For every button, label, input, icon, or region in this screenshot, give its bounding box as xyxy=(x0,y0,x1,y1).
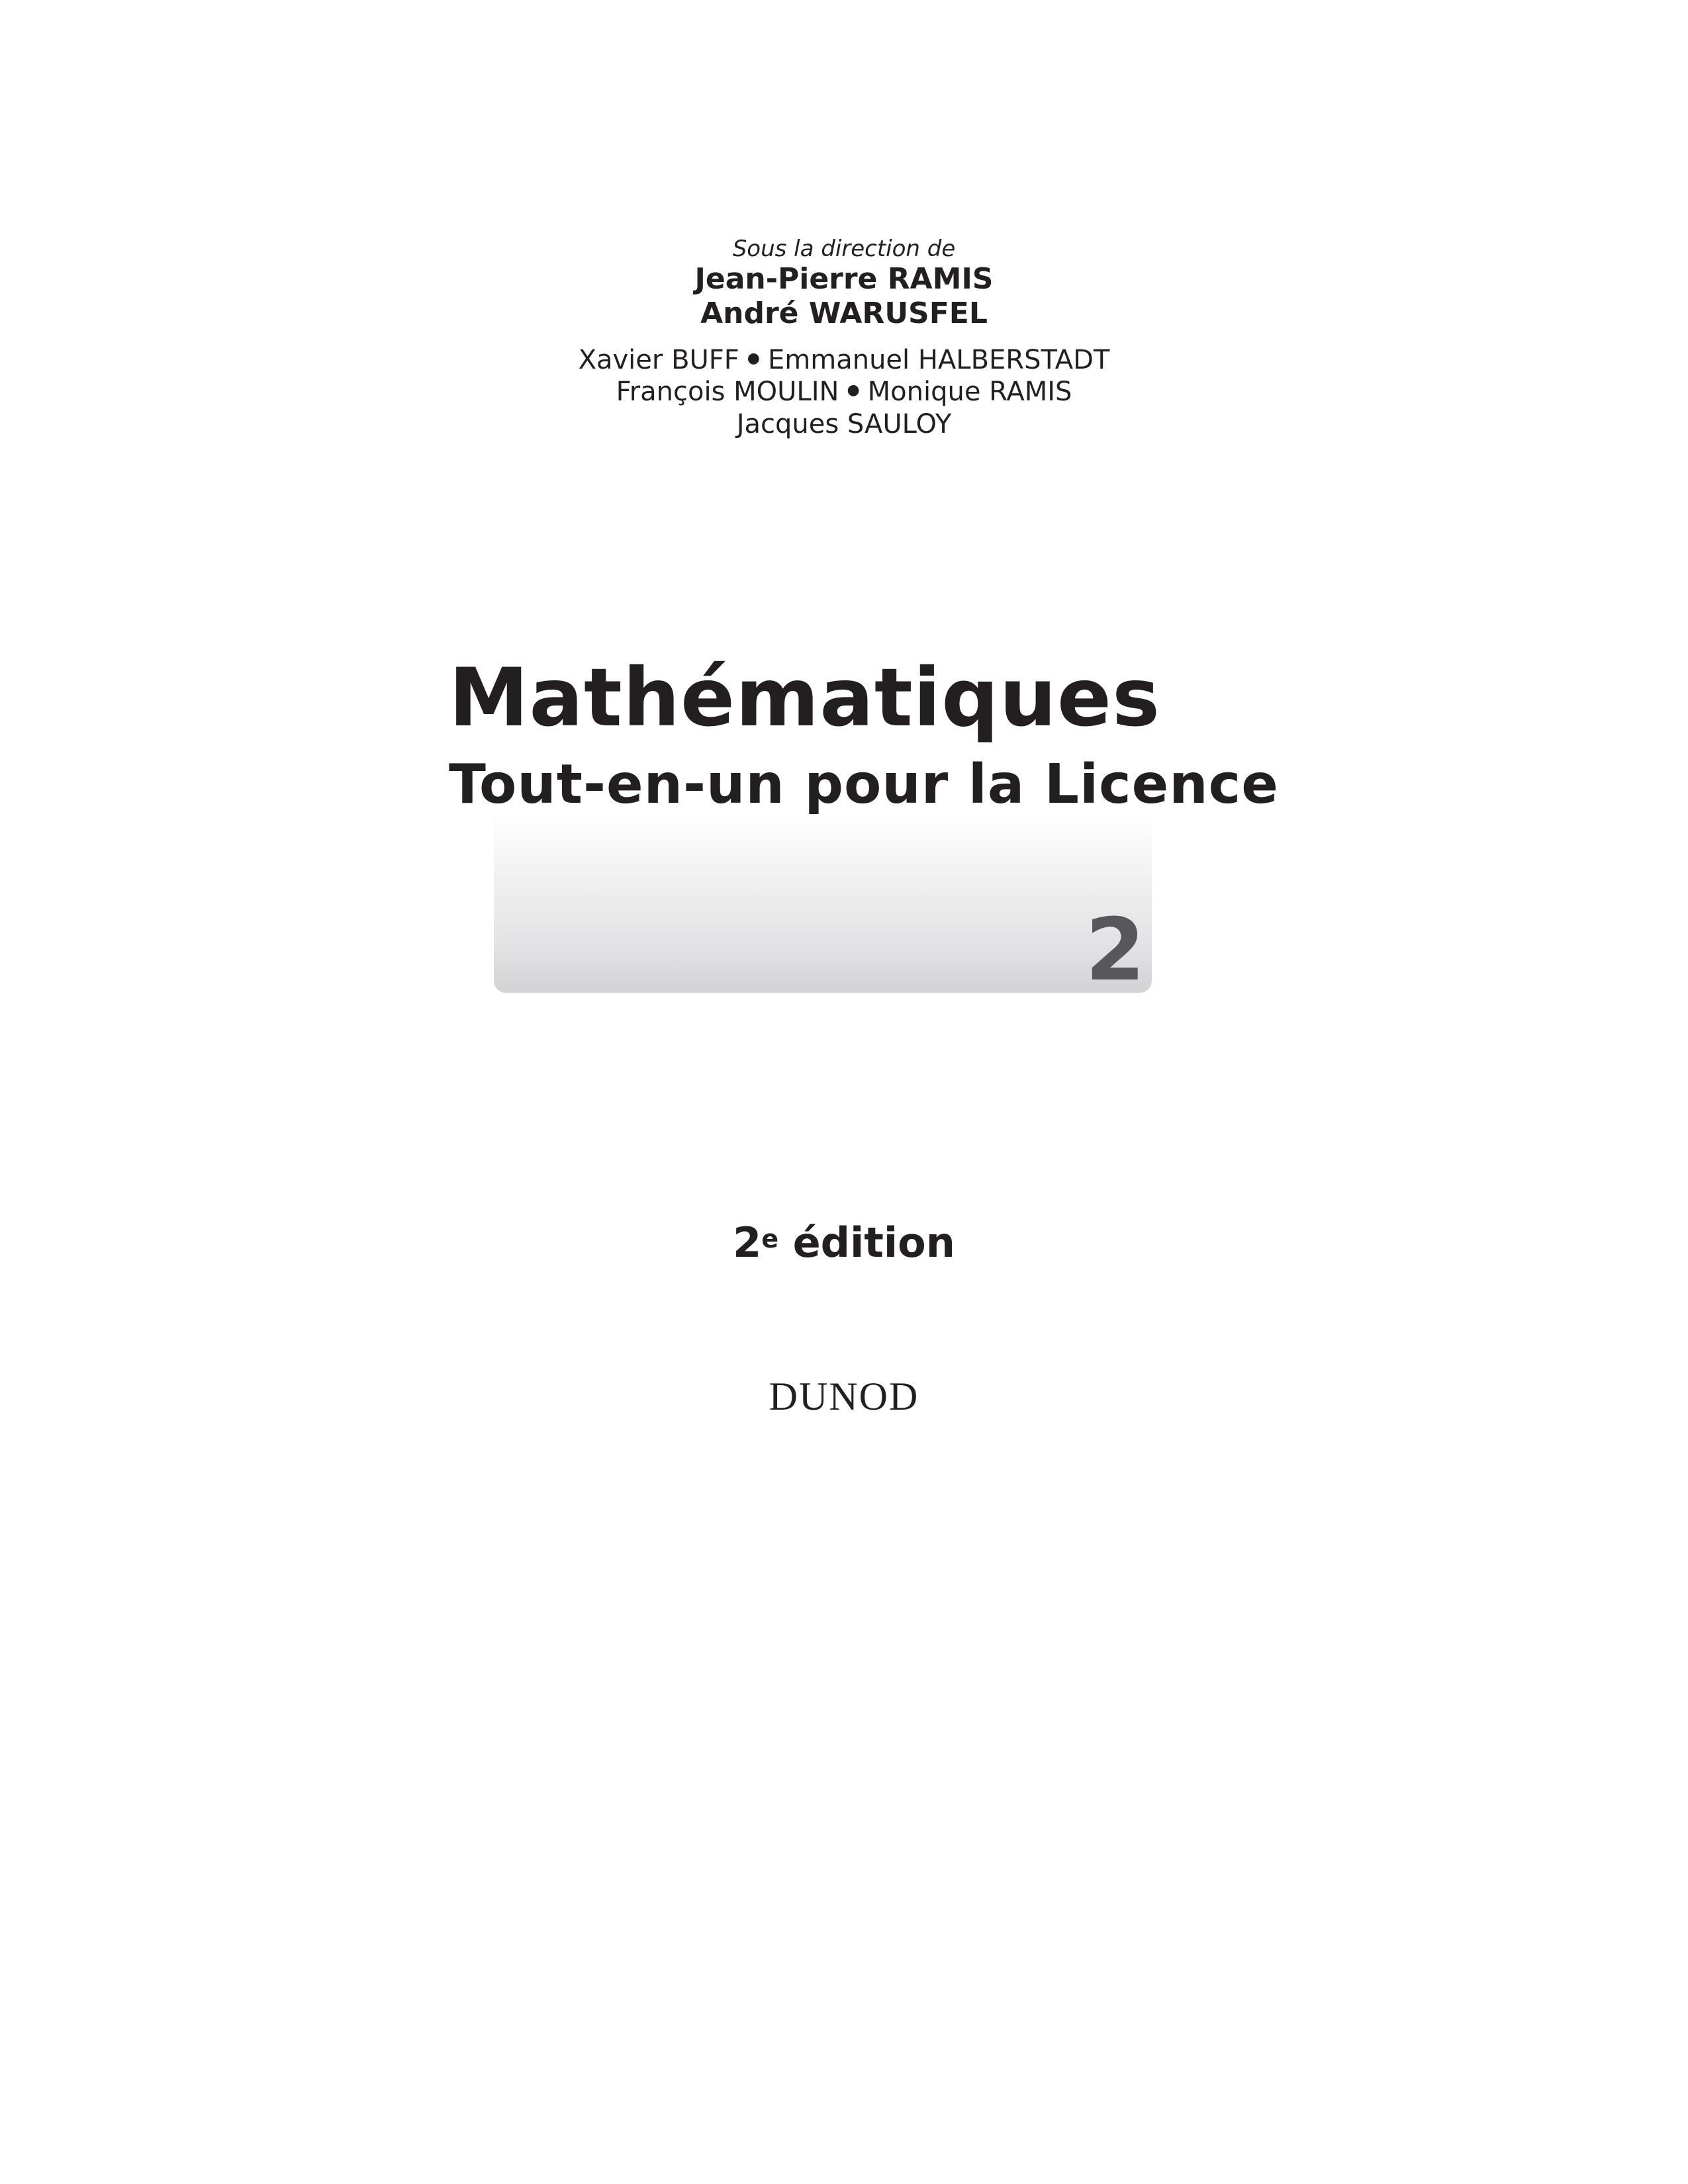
edition-number: 2 xyxy=(733,1218,762,1267)
contributors-line-2 xyxy=(0,375,1688,410)
editor-name: André WARUSFEL xyxy=(700,296,988,330)
direction-label: Sous la direction de xyxy=(732,236,956,262)
volume-banner xyxy=(494,813,1152,1000)
contributor-name: Jacques SAULOY xyxy=(736,409,952,439)
contributor-name: Emmanuel HALBERSTADT xyxy=(768,345,1110,375)
contributors-line-1 xyxy=(0,343,1688,378)
volume-number: 2 xyxy=(1085,899,1145,1000)
bullet-separator-icon: ● xyxy=(847,382,860,398)
book-title: Mathématiques xyxy=(449,651,1160,745)
contributor-name: François MOULIN xyxy=(616,377,839,407)
book-subtitle: Tout-en-un pour la Licence xyxy=(449,753,1279,816)
bullet-separator-icon: ● xyxy=(747,350,760,367)
edition-superscript: e xyxy=(761,1224,778,1253)
publisher-logo: DUNOD xyxy=(769,1375,919,1418)
editor-name: Jean-Pierre RAMIS xyxy=(694,262,994,296)
contributor-name: Monique RAMIS xyxy=(867,377,1072,407)
contributors-line-3 xyxy=(0,408,1688,441)
contributor-name: Xavier BUFF xyxy=(578,345,739,375)
edition-label xyxy=(0,1216,1688,1269)
edition-word: édition xyxy=(792,1218,955,1267)
